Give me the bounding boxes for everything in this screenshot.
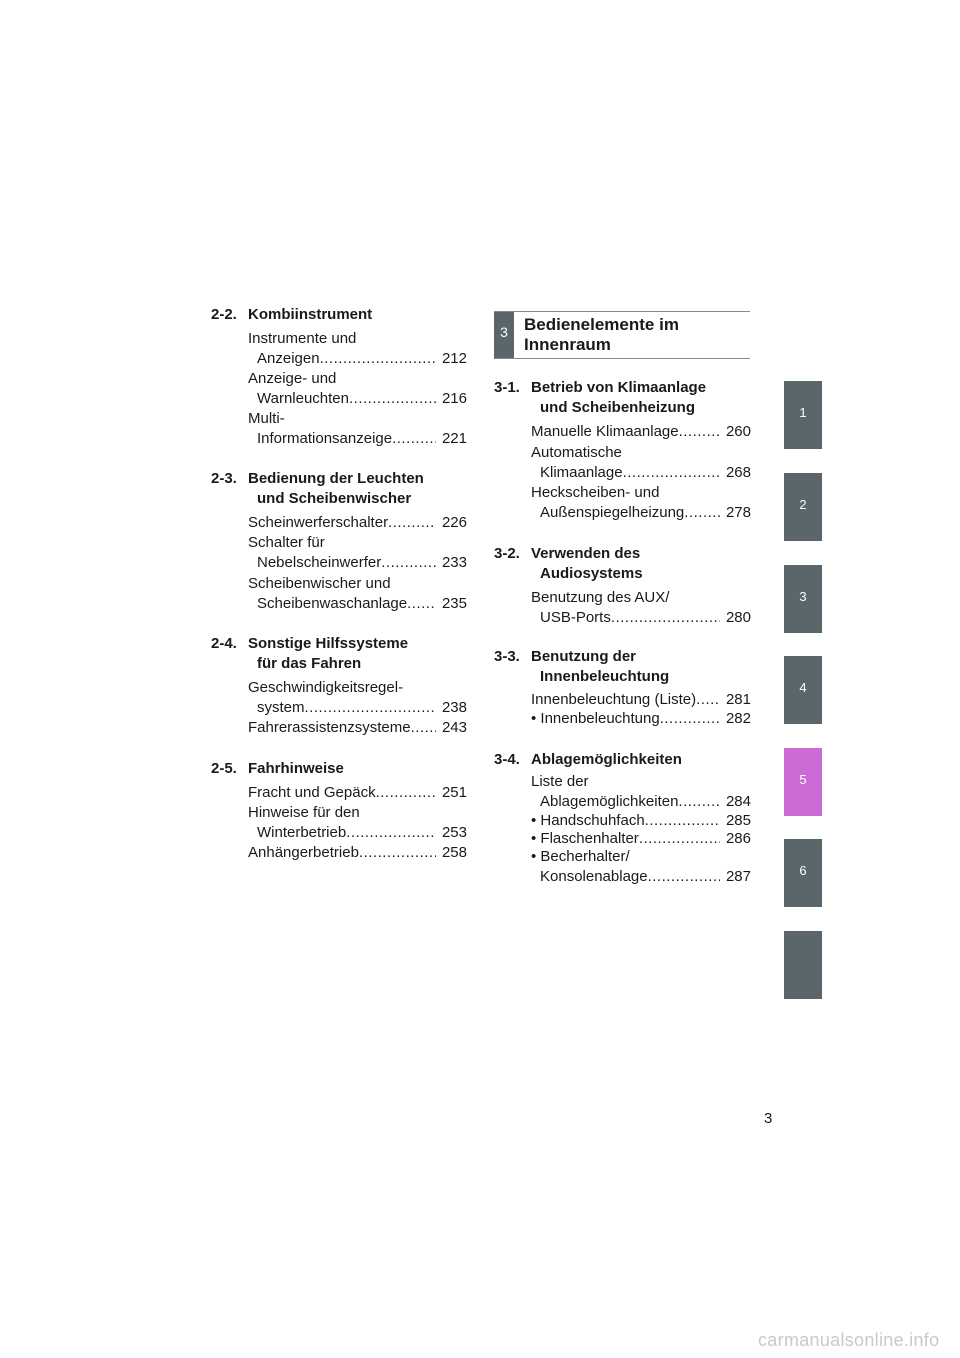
section-number: 3-4. <box>494 751 520 768</box>
page-reference: 251 <box>441 784 467 801</box>
chapter-title-line2: Innenraum <box>524 335 611 354</box>
entry-leader-row <box>257 389 467 409</box>
page-reference: 280 <box>725 609 751 626</box>
entry-leader-row <box>257 594 467 614</box>
entry-leader-row <box>540 608 751 628</box>
entry-leader-row <box>531 690 751 710</box>
dot-leader <box>305 698 436 718</box>
entry-title: Anhängerbetrieb <box>248 844 359 861</box>
page-reference: 258 <box>441 844 467 861</box>
entry-title: Konsolenablage <box>540 868 648 885</box>
entry-leader-row <box>531 811 751 831</box>
page-reference: 233 <box>441 554 467 571</box>
entry-title: Anzeige- und <box>248 370 337 387</box>
page-reference: 282 <box>725 710 751 727</box>
page-reference: 286 <box>725 830 751 847</box>
dot-leader <box>679 422 720 442</box>
dot-leader <box>660 709 720 729</box>
entry-title: Außenspiegelheizung <box>540 504 685 521</box>
entry-title: Nebelscheinwerfer <box>257 554 382 571</box>
entry-title: Winterbetrieb <box>257 824 347 841</box>
page-reference: 238 <box>441 699 467 716</box>
section-title-line: Fahrhinweise <box>248 760 344 777</box>
entry-title: Warnleuchten <box>257 390 349 407</box>
dot-leader <box>411 718 436 738</box>
entry-leader-row <box>540 792 751 812</box>
entry-title: • Flaschenhalter <box>531 830 639 847</box>
chapter-tab-index[interactable] <box>784 931 822 999</box>
page-reference: 268 <box>725 464 751 481</box>
entry-leader-row <box>531 422 751 442</box>
entry-title: Ablagemöglichkeiten <box>540 793 679 810</box>
section-title-line: Bedienung der Leuchten <box>248 470 424 487</box>
entry-leader-row <box>257 553 467 573</box>
entry-title: Manuelle Klimaanlage <box>531 423 679 440</box>
entry-title: • Handschuhfach <box>531 812 645 829</box>
entry-title: Geschwindigkeitsregel- <box>248 679 404 696</box>
entry-title: • Becherhalter/ <box>531 848 630 865</box>
section-title-line: Innenbeleuchtung <box>540 668 670 685</box>
page-number: 3 <box>764 1110 773 1127</box>
entry-leader-row <box>257 429 467 449</box>
entry-title: Scheinwerferschalter <box>248 514 389 531</box>
page-reference: 243 <box>441 719 467 736</box>
dot-leader <box>349 389 436 409</box>
section-number: 2-2. <box>211 306 237 323</box>
dot-leader <box>645 811 720 831</box>
page-reference: 253 <box>441 824 467 841</box>
section-number: 2-4. <box>211 635 237 652</box>
dot-leader <box>623 463 720 483</box>
entry-title: Scheibenwaschanlage <box>257 595 408 612</box>
page-reference: 260 <box>725 423 751 440</box>
entry-title: Instrumente und <box>248 330 357 347</box>
section-title-line: Verwenden des <box>531 545 641 562</box>
entry-leader-row <box>257 349 467 369</box>
entry-title: • Innenbeleuchtung <box>531 710 660 727</box>
entry-leader-row <box>248 513 467 533</box>
entry-title: USB-Ports <box>540 609 611 626</box>
dot-leader <box>320 349 436 369</box>
entry-leader-row <box>248 843 467 863</box>
chapter-number: 3 <box>494 312 514 358</box>
dot-leader <box>346 823 436 843</box>
chapter-tab-1[interactable]: 1 <box>784 381 822 449</box>
chapter-tab-2[interactable]: 2 <box>784 473 822 541</box>
entry-leader-row <box>248 718 467 738</box>
page-reference: 281 <box>725 691 751 708</box>
section-title-line: Ablagemöglichkeiten <box>531 751 682 768</box>
dot-leader <box>678 792 720 812</box>
entry-title: Fahrerassistenzsysteme <box>248 719 411 736</box>
page-reference: 285 <box>725 812 751 829</box>
entry-title: Hinweise für den <box>248 804 360 821</box>
page-reference: 278 <box>725 504 751 521</box>
chapter-tab-5[interactable]: 5 <box>784 748 822 816</box>
entry-leader-row <box>540 503 751 523</box>
entry-leader-row <box>531 829 751 849</box>
entry-title: Benutzung des AUX/ <box>531 589 670 606</box>
section-title-line: Sonstige Hilfssysteme <box>248 635 409 652</box>
dot-leader <box>696 690 720 710</box>
chapter-banner <box>494 311 750 359</box>
page-reference: 226 <box>441 514 467 531</box>
section-number: 3-3. <box>494 648 520 665</box>
dot-leader <box>407 594 436 614</box>
entry-title: Liste der <box>531 773 589 790</box>
entry-title: Multi- <box>248 410 285 427</box>
dot-leader <box>639 829 720 849</box>
dot-leader <box>376 783 436 803</box>
entry-title: Fracht und Gepäck <box>248 784 376 801</box>
section-number: 3-2. <box>494 545 520 562</box>
chapter-tab-3[interactable]: 3 <box>784 565 822 633</box>
chapter-tab-6[interactable]: 6 <box>784 839 822 907</box>
entry-title: Informationsanzeige <box>257 430 393 447</box>
page-reference: 221 <box>441 430 467 447</box>
dot-leader <box>359 843 436 863</box>
page-reference: 235 <box>441 595 467 612</box>
section-title-line: und Scheibenheizung <box>540 399 696 416</box>
section-title-line: Kombiinstrument <box>248 306 373 323</box>
dot-leader <box>388 513 436 533</box>
entry-leader-row <box>257 698 467 718</box>
dot-leader <box>611 608 720 628</box>
entry-leader-row <box>531 709 751 729</box>
section-title-line: für das Fahren <box>257 655 362 672</box>
dot-leader <box>648 867 720 887</box>
entry-leader-row <box>540 463 751 483</box>
chapter-title <box>524 315 679 355</box>
entry-leader-row <box>248 783 467 803</box>
entry-leader-row <box>257 823 467 843</box>
chapter-title-line1: Bedienelemente im <box>524 315 679 334</box>
entry-leader-row <box>540 867 751 887</box>
entry-title: Klimaanlage <box>540 464 623 481</box>
entry-title: system <box>257 699 305 716</box>
entry-title: Anzeigen <box>257 350 320 367</box>
section-title-line: Audiosystems <box>540 565 643 582</box>
entry-title: Schalter für <box>248 534 325 551</box>
section-title-line: Benutzung der <box>531 648 636 665</box>
section-number: 2-3. <box>211 470 237 487</box>
chapter-tab-4[interactable]: 4 <box>784 656 822 724</box>
entry-title: Heckscheiben- und <box>531 484 660 501</box>
section-number: 3-1. <box>494 379 520 396</box>
page-reference: 212 <box>441 350 467 367</box>
page-reference: 287 <box>725 868 751 885</box>
dot-leader <box>392 429 436 449</box>
section-title-line: und Scheibenwischer <box>257 490 412 507</box>
dot-leader <box>684 503 720 523</box>
entry-title: Automatische <box>531 444 622 461</box>
dot-leader <box>381 553 436 573</box>
watermark: carmanualsonline.info <box>758 1330 940 1350</box>
entry-title: Innenbeleuchtung (Liste) <box>531 691 697 708</box>
page-reference: 284 <box>725 793 751 810</box>
section-number: 2-5. <box>211 760 237 777</box>
page-reference: 216 <box>441 390 467 407</box>
entry-title: Scheibenwischer und <box>248 575 391 592</box>
section-title-line: Betrieb von Klimaanlage <box>531 379 707 396</box>
